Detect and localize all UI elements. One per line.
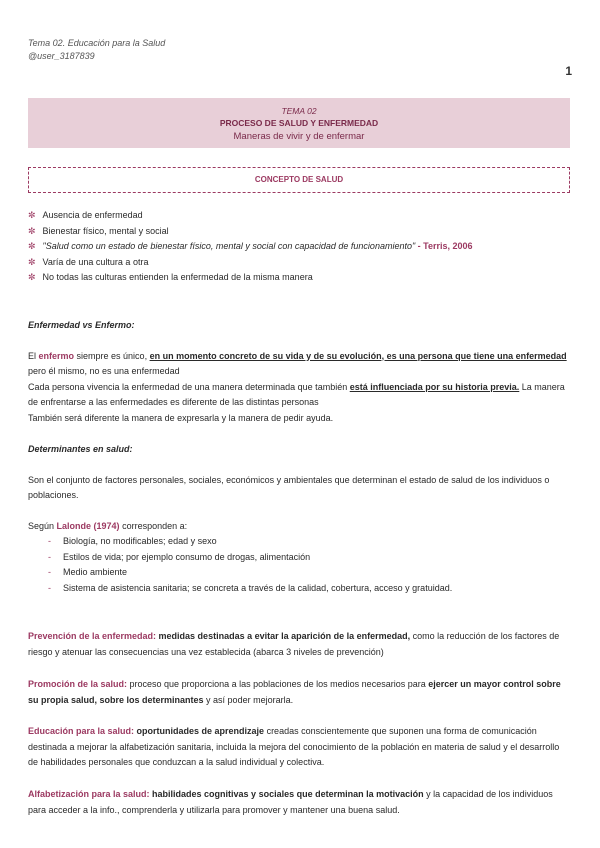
- term-label: Educación para la salud:: [28, 726, 135, 736]
- asterisk-icon: ✼: [28, 241, 36, 251]
- section-heading: Determinantes en salud:: [28, 444, 133, 454]
- dash-icon: -: [48, 536, 51, 546]
- list-item: ✼ Ausencia de enfermedad: [28, 210, 143, 220]
- asterisk-icon: ✼: [28, 272, 36, 282]
- list-item: - Sistema de asistencia sanitaria; se concreta a través de la calidad, cobertura, acceso y gratuidad.: [48, 582, 453, 593]
- alfabetizacion-paragraph: Alfabetización para la salud: habilidades cognitivas y sociales que determinan la motivación y la capacidad de los individuos para acceder a la info., comprenderla y utilizarla para promover y mantener una buena salud.: [28, 789, 553, 815]
- concept-heading: CONCEPTO DE SALUD: [28, 167, 570, 193]
- promocion-paragraph: Promoción de la salud: proceso que proporciona a las poblaciones de los medios necesarios para ejercer un mayor control sobre su propia salud, sobre los determinantes y así poder mejorarla.: [28, 679, 561, 705]
- section-heading: Enfermedad vs Enfermo:: [28, 320, 135, 330]
- term-label: Promoción de la salud:: [28, 679, 128, 689]
- paragraph: El enfermo siempre es único, en un momento concreto de su vida y de su evolución, es una persona que tiene una enfermedad pero él mismo, no es una enfermedad: [28, 350, 567, 376]
- page-number: 1: [565, 64, 572, 78]
- determinants-list: [28, 534, 568, 596]
- list-item: - Medio ambiente: [48, 567, 128, 577]
- asterisk-icon: ✼: [28, 210, 36, 220]
- paragraph: Cada persona vivencia la enfermedad de una manera determinada que también está influenciada por su historia previa. La manera de enfrentarse a las enfermedades es diferente de las distintas personas: [28, 381, 565, 407]
- paragraph: Son el conjunto de factores personales, sociales, económicos y ambientales que determinan el estado de salud de los individuos o poblaciones.: [28, 474, 550, 500]
- determinantes-section: [28, 442, 568, 596]
- term-label: Prevención de la enfermedad:: [28, 631, 157, 641]
- list-item: ✼ "Salud como un estado de bienestar físico, mental y social con capacidad de funcionamiento" - Terris, 2006: [28, 241, 473, 251]
- dash-icon: -: [48, 582, 51, 593]
- paragraph: También será diferente la manera de expresarla y la manera de pedir ayuda.: [28, 412, 334, 423]
- title-box: [28, 98, 570, 148]
- dash-icon: -: [48, 551, 51, 562]
- enfermedad-section: [28, 318, 568, 426]
- list-item: ✼ No todas las culturas entienden la enfermedad de la misma manera: [28, 272, 313, 282]
- health-definition-list: [28, 208, 473, 286]
- list-item: ✼ Bienestar físico, mental y social: [28, 225, 169, 236]
- page-subtitle: Maneras de vivir y de enfermar: [233, 131, 365, 142]
- paragraph: Según Lalonde (1974) corresponden a:: [28, 520, 188, 531]
- list-item: - Estilos de vida; por ejemplo consumo de drogas, alimentación: [48, 551, 311, 562]
- list-item: ✼ Varía de una cultura a otra: [28, 256, 149, 267]
- asterisk-icon: ✼: [28, 256, 36, 267]
- prevencion-paragraph: Prevención de la enfermedad: medidas destinadas a evitar la aparición de la enfermedad, como la reducción de los factores de riesgo y atenuar las consecuencias una vez establecida (abarca 3 niveles de prevención): [28, 631, 560, 657]
- tema-label: TEMA 02: [281, 106, 317, 116]
- course-title: Tema 02. Educación para la Salud: [28, 38, 166, 48]
- asterisk-icon: ✼: [28, 225, 36, 236]
- author-handle: @user_3187839: [28, 51, 95, 61]
- page-title: PROCESO DE SALUD Y ENFERMEDAD: [219, 118, 379, 128]
- document-header: [28, 37, 165, 63]
- list-item: - Biología, no modificables; edad y sexo: [48, 536, 217, 546]
- dash-icon: -: [48, 567, 51, 577]
- educacion-paragraph: Educación para la salud: oportunidades de aprendizaje creadas conscientemente que suponen una forma de comunicación destinada a mejorar la alfabetización sanitaria, incluida la mejora del conocimiento de la población en materia de salud y el desarrollo de habilidades personales que conduzcan a la salud individual y colectiva.: [28, 726, 560, 767]
- term-label: Alfabetización para la salud:: [28, 789, 150, 799]
